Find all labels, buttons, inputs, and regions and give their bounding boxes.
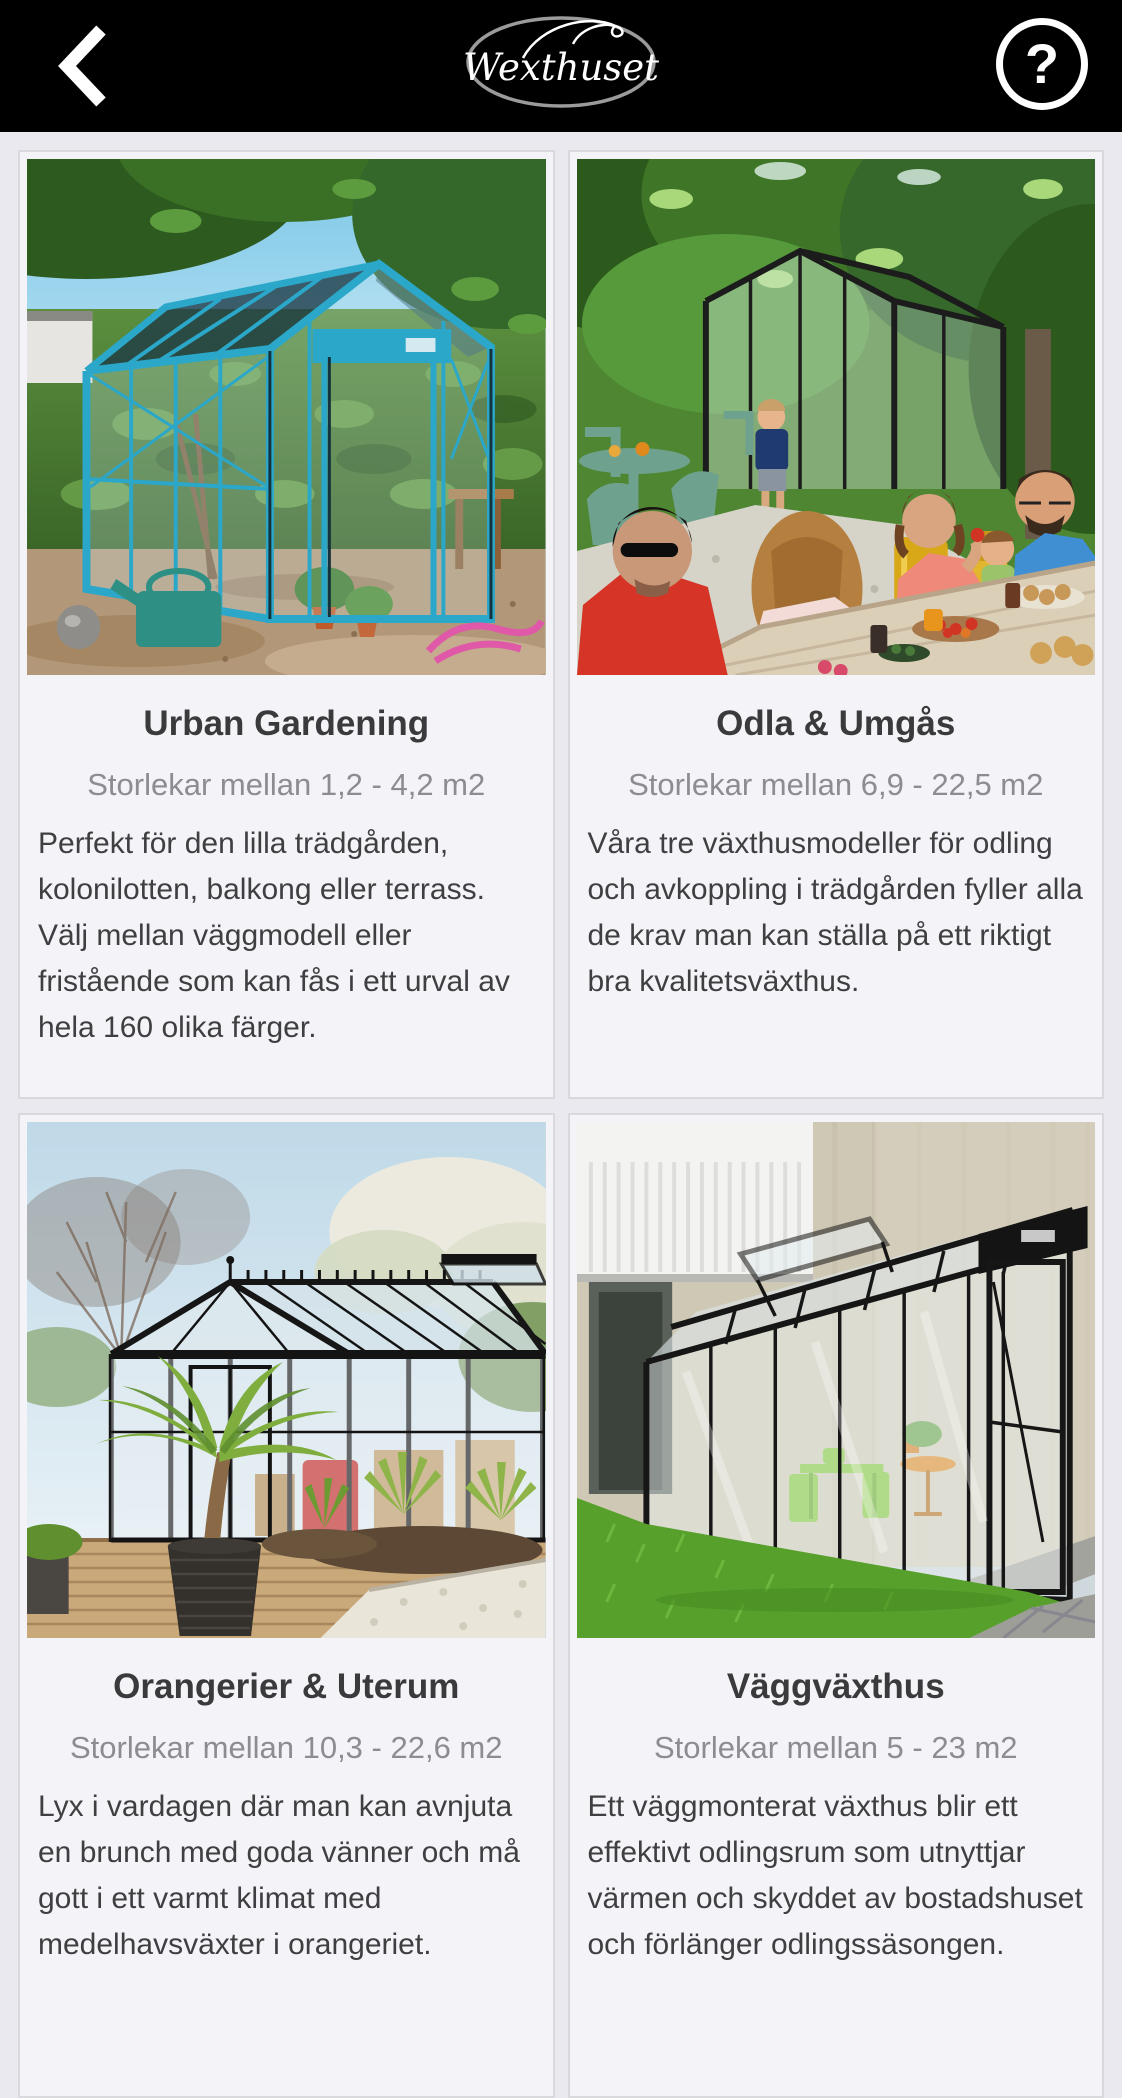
help-button[interactable] — [996, 18, 1088, 110]
category-card-orangerier-uterum[interactable] — [18, 1113, 555, 2098]
app-header — [0, 0, 1122, 132]
back-button[interactable] — [52, 22, 114, 110]
photo-vaggvaxthus — [577, 1122, 1096, 1638]
card-size-range: Storlekar mellan 5 - 23 m2 — [653, 1730, 1018, 1765]
card-size-range: Storlekar mellan 1,2 - 4,2 m2 — [87, 767, 486, 802]
photo-orangerier-uterum — [27, 1122, 546, 1638]
card-description: Ett väggmonterat växthus blir ett effektivt odlingsrum som utnyttjar värmen och skyddet av bostadshuset och förlänger odlingssäsongen. — [587, 1790, 1083, 1961]
category-card-odla-umgas[interactable] — [568, 150, 1105, 1099]
category-grid — [0, 132, 1122, 2098]
card-description: Perfekt för den lilla trädgården, kolonilotten, balkong eller terrass. Välj mellan väggmodell eller fristående som kan fås i ett urval av hela 160 olika färger. — [38, 827, 510, 1044]
photo-urban-gardening — [27, 159, 546, 675]
card-description: Lyx i vardagen där man kan avnjuta en brunch med goda vänner och må gott i ett varmt klimat med medelhavsväxter i orangeriet. — [38, 1790, 520, 1961]
card-size-range: Storlekar mellan 6,9 - 22,5 m2 — [628, 767, 1044, 802]
card-size-range: Storlekar mellan 10,3 - 22,6 m2 — [70, 1730, 503, 1765]
logo-wordmark: Wexthuset — [463, 46, 659, 89]
card-description: Våra tre växthusmodeller för odling och avkoppling i trädgården fyller alla de krav man kan ställa på ett riktigt bra kvalitetsväxthus. — [587, 827, 1083, 998]
help-question-icon: ? — [1024, 32, 1060, 95]
card-title: Väggväxthus — [726, 1667, 945, 1706]
brand-logo — [463, 14, 659, 110]
card-title: Orangerier & Uterum — [113, 1667, 460, 1706]
photo-odla-umgas — [577, 159, 1096, 675]
card-title: Odla & Umgås — [716, 704, 956, 743]
category-card-vaggvaxthus[interactable] — [568, 1113, 1105, 2098]
category-card-urban-gardening[interactable] — [18, 150, 555, 1099]
back-chevron-icon — [57, 24, 109, 108]
card-title: Urban Gardening — [143, 704, 430, 743]
